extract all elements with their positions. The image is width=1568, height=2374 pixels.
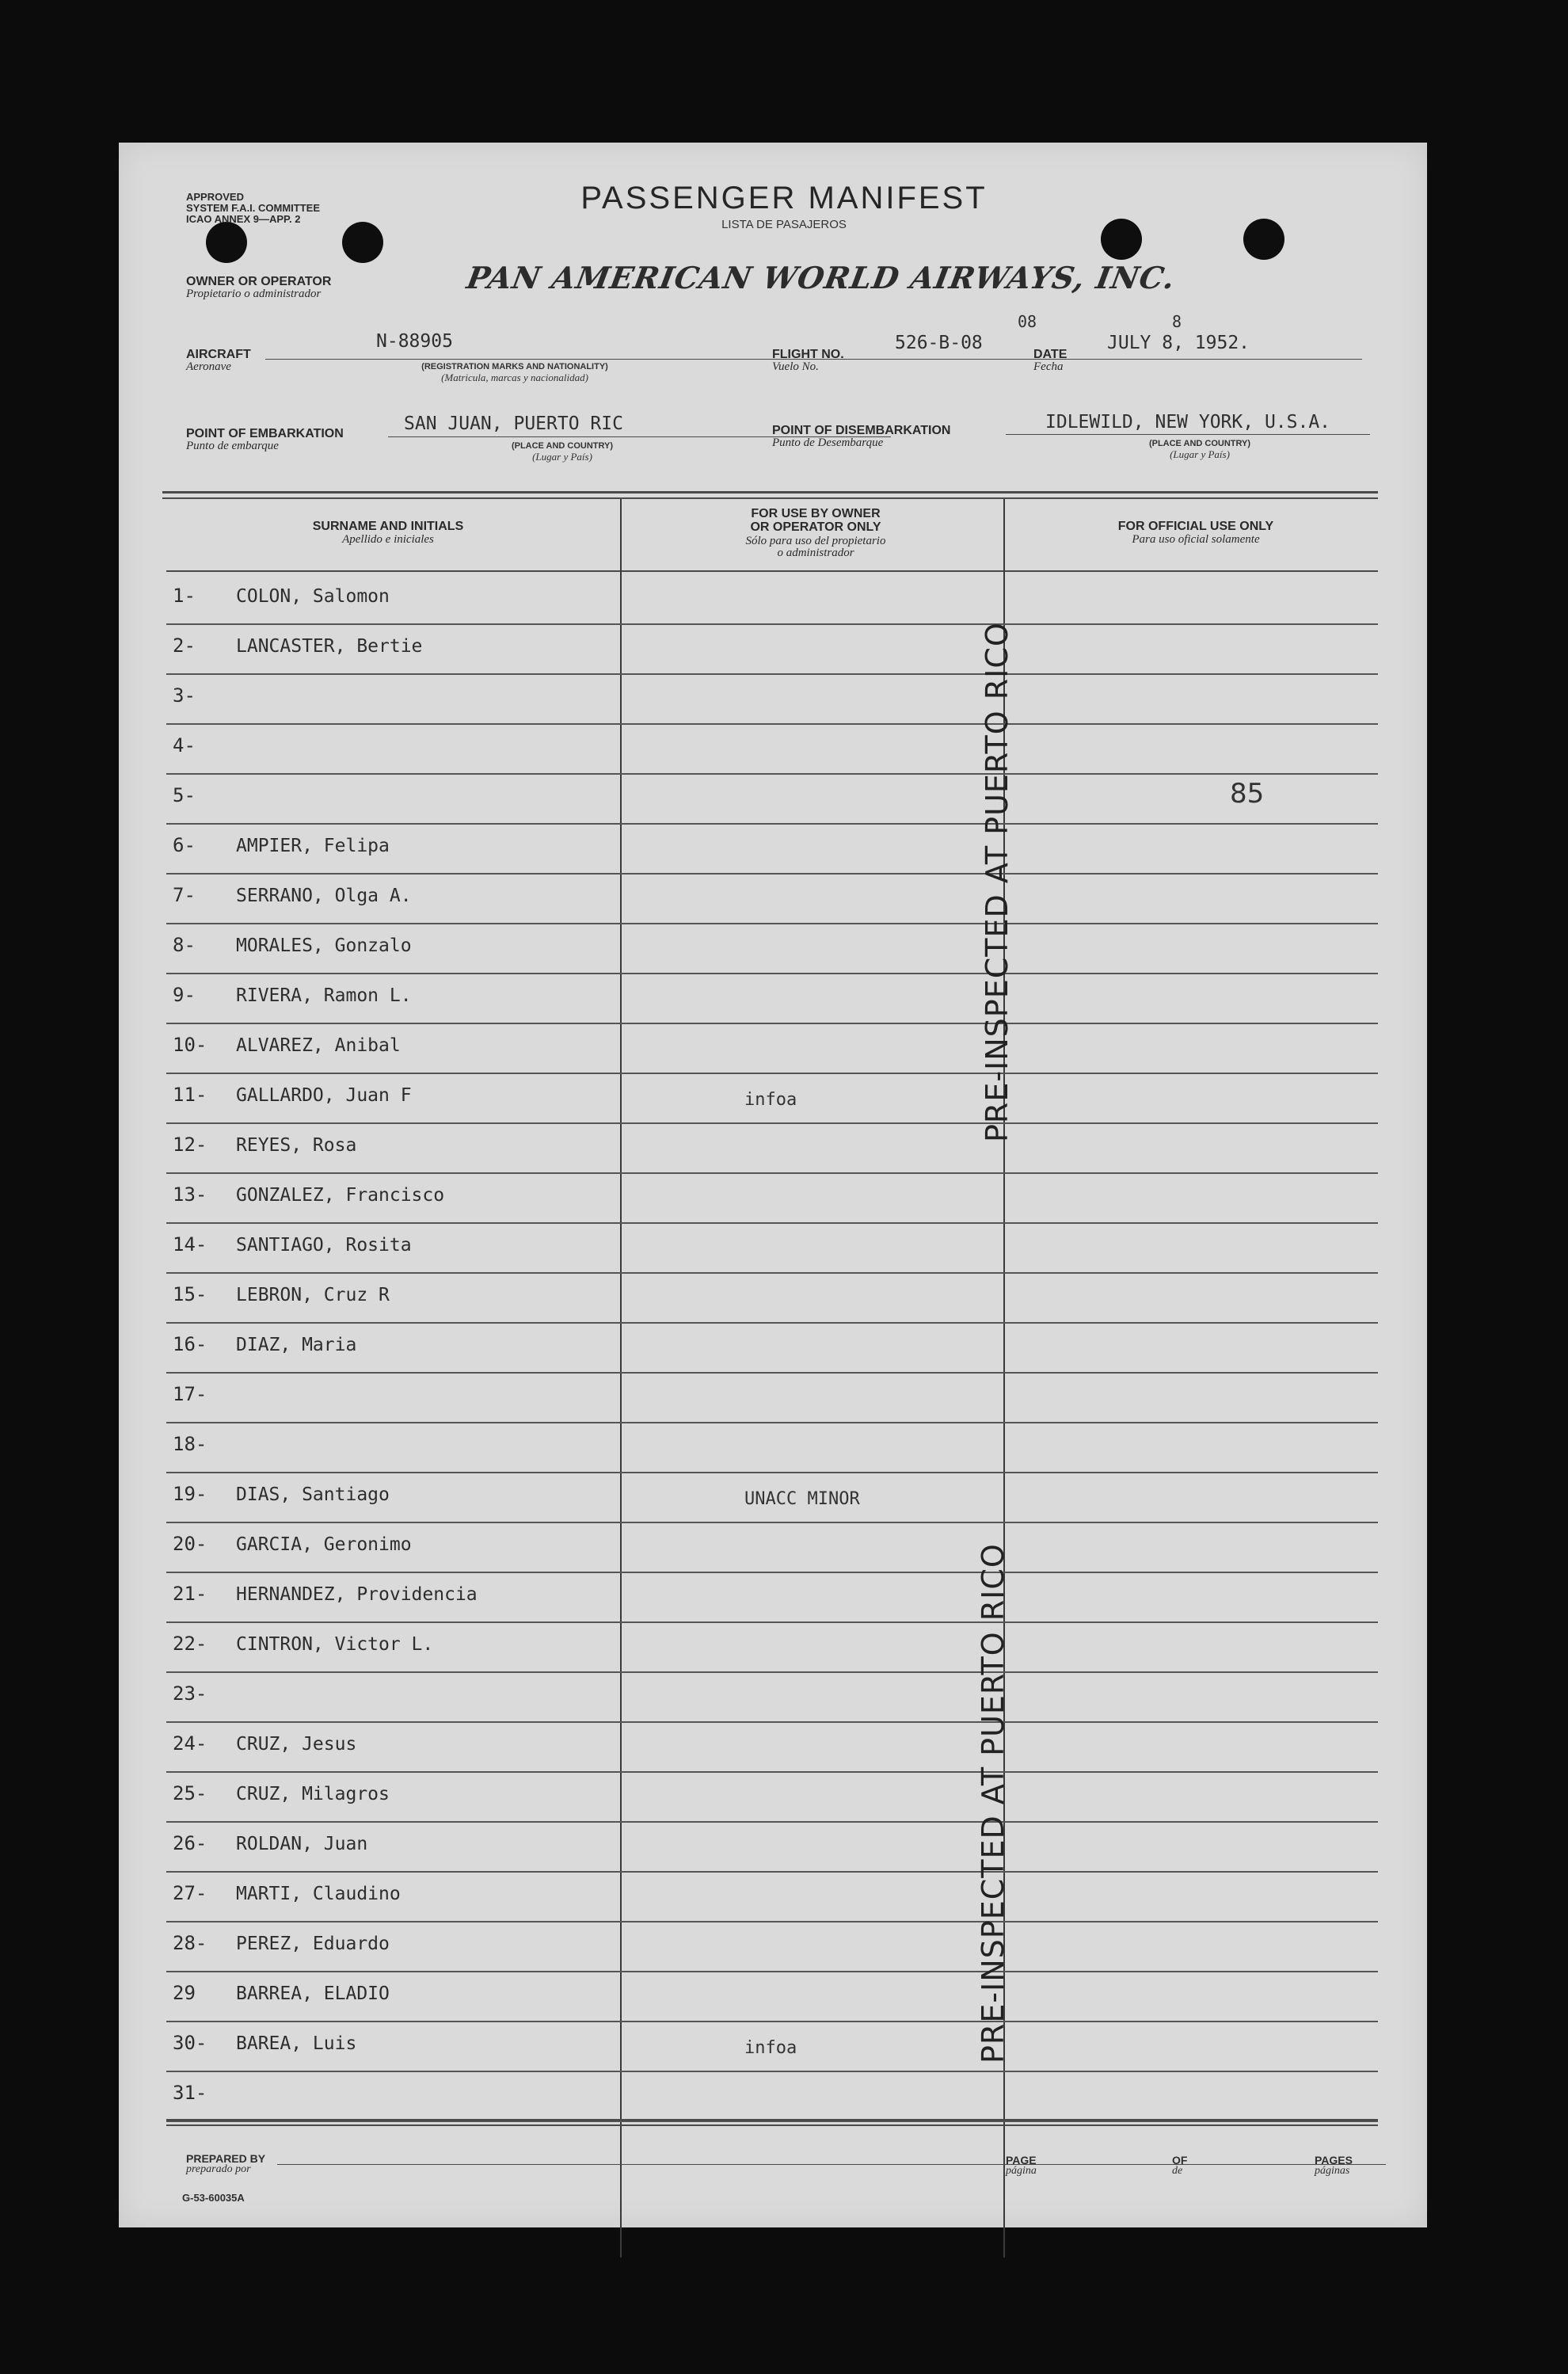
table-top-rule — [162, 491, 1378, 493]
row-number: 23- — [173, 1682, 207, 1705]
approval-block — [186, 192, 320, 225]
embark-caption — [475, 441, 649, 463]
flight-value: 526-B-08 — [895, 333, 983, 353]
page-block — [1006, 2155, 1037, 2177]
table-row-rule — [166, 773, 1378, 775]
table-row-rule — [166, 723, 1378, 725]
passenger-name: CINTRON, Victor L. — [236, 1634, 434, 1655]
passenger-name: GONZALEZ, Francisco — [236, 1185, 445, 1206]
passenger-name: CRUZ, Jesus — [236, 1734, 357, 1755]
page-label-es: página — [1006, 2165, 1037, 2177]
pages-label: PAGES — [1315, 2154, 1353, 2166]
disembark-label-block — [772, 425, 950, 449]
table-row-rule — [166, 1272, 1378, 1274]
operator-note: UNACC MINOR — [744, 1489, 860, 1509]
disembark-caption — [1113, 439, 1287, 461]
table-row-rule — [166, 1572, 1378, 1573]
table-row-rule — [166, 2021, 1378, 2022]
aircraft-caption-es: (Matricula, marcas y nacionalidad) — [441, 372, 588, 383]
approval-line: APPROVED — [186, 191, 244, 203]
table-row-rule — [166, 1073, 1378, 1074]
punch-hole — [342, 222, 383, 263]
aircraft-value: N-88905 — [376, 331, 453, 352]
prepared-label: PREPARED BY — [186, 2152, 266, 2165]
table-row-rule — [166, 1671, 1378, 1673]
passenger-name: REYES, Rosa — [236, 1135, 357, 1156]
document-title: PASSENGER MANIFEST — [580, 181, 988, 215]
of-block — [1172, 2155, 1187, 2177]
table-row-rule — [166, 1871, 1378, 1873]
row-number: 9- — [173, 984, 196, 1006]
passenger-name: ROLDAN, Juan — [236, 1834, 368, 1854]
row-number: 18- — [173, 1433, 207, 1455]
table-row-rule — [166, 1222, 1378, 1224]
table-row-rule — [166, 823, 1378, 825]
passenger-name: LEBRON, Cruz R — [236, 1285, 390, 1305]
table-bottom-rule — [166, 2124, 1378, 2126]
table-row-rule — [166, 973, 1378, 974]
punch-hole — [206, 222, 247, 263]
row-number: 12- — [173, 1134, 207, 1156]
embark-caption-en: (PLACE AND COUNTRY) — [511, 441, 614, 451]
row-number: 19- — [173, 1483, 207, 1505]
table-row-rule — [166, 1422, 1378, 1423]
embark-value: SAN JUAN, PUERTO RIC — [404, 413, 623, 434]
table-row-rule — [166, 1721, 1378, 1723]
passenger-name: SANTIAGO, Rosita — [236, 1235, 412, 1256]
approval-line: ICAO ANNEX 9—APP. 2 — [186, 213, 301, 225]
col-operator-header-es — [626, 535, 1006, 559]
table-row-rule — [166, 1971, 1378, 1972]
date-label-es: Fecha — [1033, 360, 1064, 373]
of-label: OF — [1172, 2154, 1188, 2166]
row-number: 7- — [173, 884, 196, 906]
prepared-by-block — [186, 2153, 265, 2175]
row-number: 17- — [173, 1383, 207, 1405]
passenger-name: SERRANO, Olga A. — [236, 886, 412, 906]
prepared-underline — [277, 2164, 1386, 2165]
manifest-sheet — [119, 143, 1427, 2227]
passenger-name: AMPIER, Felipa — [236, 836, 390, 856]
passenger-name: BAREA, Luis — [236, 2033, 357, 2054]
table-row-rule — [166, 2071, 1378, 2072]
flight-label: FLIGHT NO. — [772, 348, 844, 361]
row-number: 14- — [173, 1233, 207, 1256]
table-row-rule — [166, 923, 1378, 924]
date-label: DATE — [1033, 348, 1068, 361]
row-number: 11- — [173, 1084, 207, 1106]
aircraft-caption-en: (REGISTRATION MARKS AND NATIONALITY) — [421, 362, 608, 372]
col-surname-header-es: Apellido e iniciales — [342, 533, 434, 546]
row-number: 8- — [173, 934, 196, 956]
row-number: 5- — [173, 784, 196, 806]
col-surname-header: SURNAME AND INITIALS — [312, 520, 464, 533]
disembark-label-es: Punto de Desembarque — [772, 436, 884, 449]
date-value: JULY 8, 1952. — [1107, 333, 1250, 353]
row-number: 30- — [173, 2032, 207, 2054]
header-bottom-rule — [166, 570, 1378, 572]
col-operator-header-es-line: Sólo para uso del propietario — [745, 535, 886, 547]
passenger-name: LANCASTER, Bertie — [236, 636, 423, 657]
flight-label-block — [772, 349, 844, 373]
form-number: G-53-60035A — [182, 2192, 245, 2204]
table-row-rule — [166, 623, 1378, 625]
punch-hole — [1101, 219, 1142, 260]
table-row-rule — [166, 1771, 1378, 1773]
passenger-name: HERNANDEZ, Providencia — [236, 1584, 478, 1605]
column-divider — [620, 499, 622, 2258]
col-official-header: FOR OFFICIAL USE ONLY — [1117, 520, 1274, 533]
owner-label: OWNER OR OPERATOR — [186, 275, 332, 288]
row-number: 22- — [173, 1633, 207, 1655]
page-label: PAGE — [1006, 2154, 1037, 2166]
row-number: 3- — [173, 684, 196, 707]
aircraft-label: AIRCRAFT — [186, 348, 251, 361]
owner-label-es: Propietario o administrador — [186, 288, 322, 300]
row-number: 20- — [173, 1533, 207, 1555]
table-row-rule — [166, 1522, 1378, 1523]
row-number: 6- — [173, 834, 196, 856]
embark-label-es: Punto de embarque — [186, 440, 279, 452]
disembark-value: IDLEWILD, NEW YORK, U.S.A. — [1045, 412, 1331, 433]
date-underline — [1077, 359, 1362, 360]
table-row-rule — [166, 1372, 1378, 1374]
table-bottom-rule — [166, 2119, 1378, 2121]
embark-label-block — [186, 428, 344, 452]
pages-block — [1315, 2155, 1353, 2177]
row-number: 1- — [173, 585, 196, 607]
row-number: 27- — [173, 1882, 207, 1904]
row-number: 13- — [173, 1183, 207, 1206]
row-number: 15- — [173, 1283, 207, 1305]
passenger-name: CRUZ, Milagros — [236, 1784, 390, 1804]
flight-correction: 08 — [1018, 312, 1037, 331]
embark-label: POINT OF EMBARKATION — [186, 427, 344, 440]
of-label-es: de — [1172, 2165, 1183, 2177]
document-subtitle: LISTA DE PASAJEROS — [721, 218, 847, 231]
passenger-name: MARTI, Claudino — [236, 1884, 401, 1904]
row-number: 29 — [173, 1982, 196, 2004]
passenger-name: RIVERA, Ramon L. — [236, 985, 412, 1006]
embark-caption-es: (Lugar y País) — [532, 451, 592, 463]
table-row-rule — [166, 1172, 1378, 1174]
passenger-name: DIAS, Santiago — [236, 1484, 390, 1505]
row-number: 28- — [173, 1932, 207, 1954]
passenger-name: ALVAREZ, Anibal — [236, 1035, 401, 1056]
owner-label-block — [186, 276, 331, 300]
table-row-rule — [166, 1023, 1378, 1024]
approval-line: SYSTEM F.A.I. COMMITTEE — [186, 202, 321, 214]
flight-label-es: Vuelo No. — [772, 360, 819, 373]
row-number: 4- — [173, 734, 196, 756]
table-row-rule — [166, 1122, 1378, 1124]
disembark-caption-en: (PLACE AND COUNTRY) — [1148, 439, 1251, 448]
table-row-rule — [166, 1322, 1378, 1324]
inspection-stamp: PRE-INSPECTED AT PUERTO RICO — [976, 1543, 1010, 2063]
table-row-rule — [166, 1472, 1378, 1473]
punch-hole — [1243, 219, 1284, 260]
row-number: 24- — [173, 1732, 207, 1755]
passenger-name: COLON, Salomon — [236, 586, 390, 607]
table-row-rule — [166, 873, 1378, 875]
col-official-header-es: Para uso oficial solamente — [1132, 533, 1260, 546]
official-mark: 85 — [1230, 778, 1265, 810]
table-row-rule — [166, 1621, 1378, 1623]
row-number: 21- — [173, 1583, 207, 1605]
aircraft-caption — [380, 362, 649, 384]
passenger-name: DIAZ, Maria — [236, 1335, 357, 1355]
aircraft-label-es: Aeronave — [186, 360, 231, 373]
passenger-name: GALLARDO, Juan F — [236, 1085, 412, 1106]
table-row-rule — [166, 673, 1378, 675]
col-operator-header-line: OR OPERATOR ONLY — [750, 520, 881, 534]
row-number: 2- — [173, 634, 196, 657]
disembark-caption-es: (Lugar y País) — [1170, 448, 1230, 460]
row-number: 16- — [173, 1333, 207, 1355]
airline-name: PAN AMERICAN WORLD AIRWAYS, INC. — [464, 260, 1178, 295]
table-row-rule — [166, 1821, 1378, 1823]
passenger-name: MORALES, Gonzalo — [236, 936, 412, 956]
col-operator-header-es-line: o administrador — [777, 547, 854, 559]
row-number: 10- — [173, 1034, 207, 1056]
col-operator-header-line: FOR USE BY OWNER — [751, 507, 881, 520]
row-number: 26- — [173, 1832, 207, 1854]
pages-label-es: páginas — [1315, 2165, 1350, 2177]
passenger-name: PEREZ, Eduardo — [236, 1934, 390, 1954]
inspection-stamp: PRE-INSPECTED AT PUERTO RICO — [980, 622, 1014, 1142]
aircraft-label-block — [186, 349, 251, 373]
passenger-name: BARREA, ELADIO — [236, 1983, 390, 2004]
passenger-name: GARCIA, Geronimo — [236, 1534, 412, 1555]
prepared-label-es: preparado por — [186, 2163, 251, 2175]
disembark-underline — [1006, 434, 1370, 435]
disembark-label: POINT OF DISEMBARKATION — [772, 424, 951, 437]
col-operator-header — [626, 507, 1006, 534]
table-row-rule — [166, 1921, 1378, 1922]
operator-note: infoa — [744, 2038, 797, 2058]
row-number: 31- — [173, 2082, 207, 2104]
row-number: 25- — [173, 1782, 207, 1804]
date-correction: 8 — [1172, 312, 1182, 331]
date-label-block — [1033, 349, 1067, 373]
operator-note: infoa — [744, 1090, 797, 1110]
table-top-rule — [162, 497, 1378, 499]
